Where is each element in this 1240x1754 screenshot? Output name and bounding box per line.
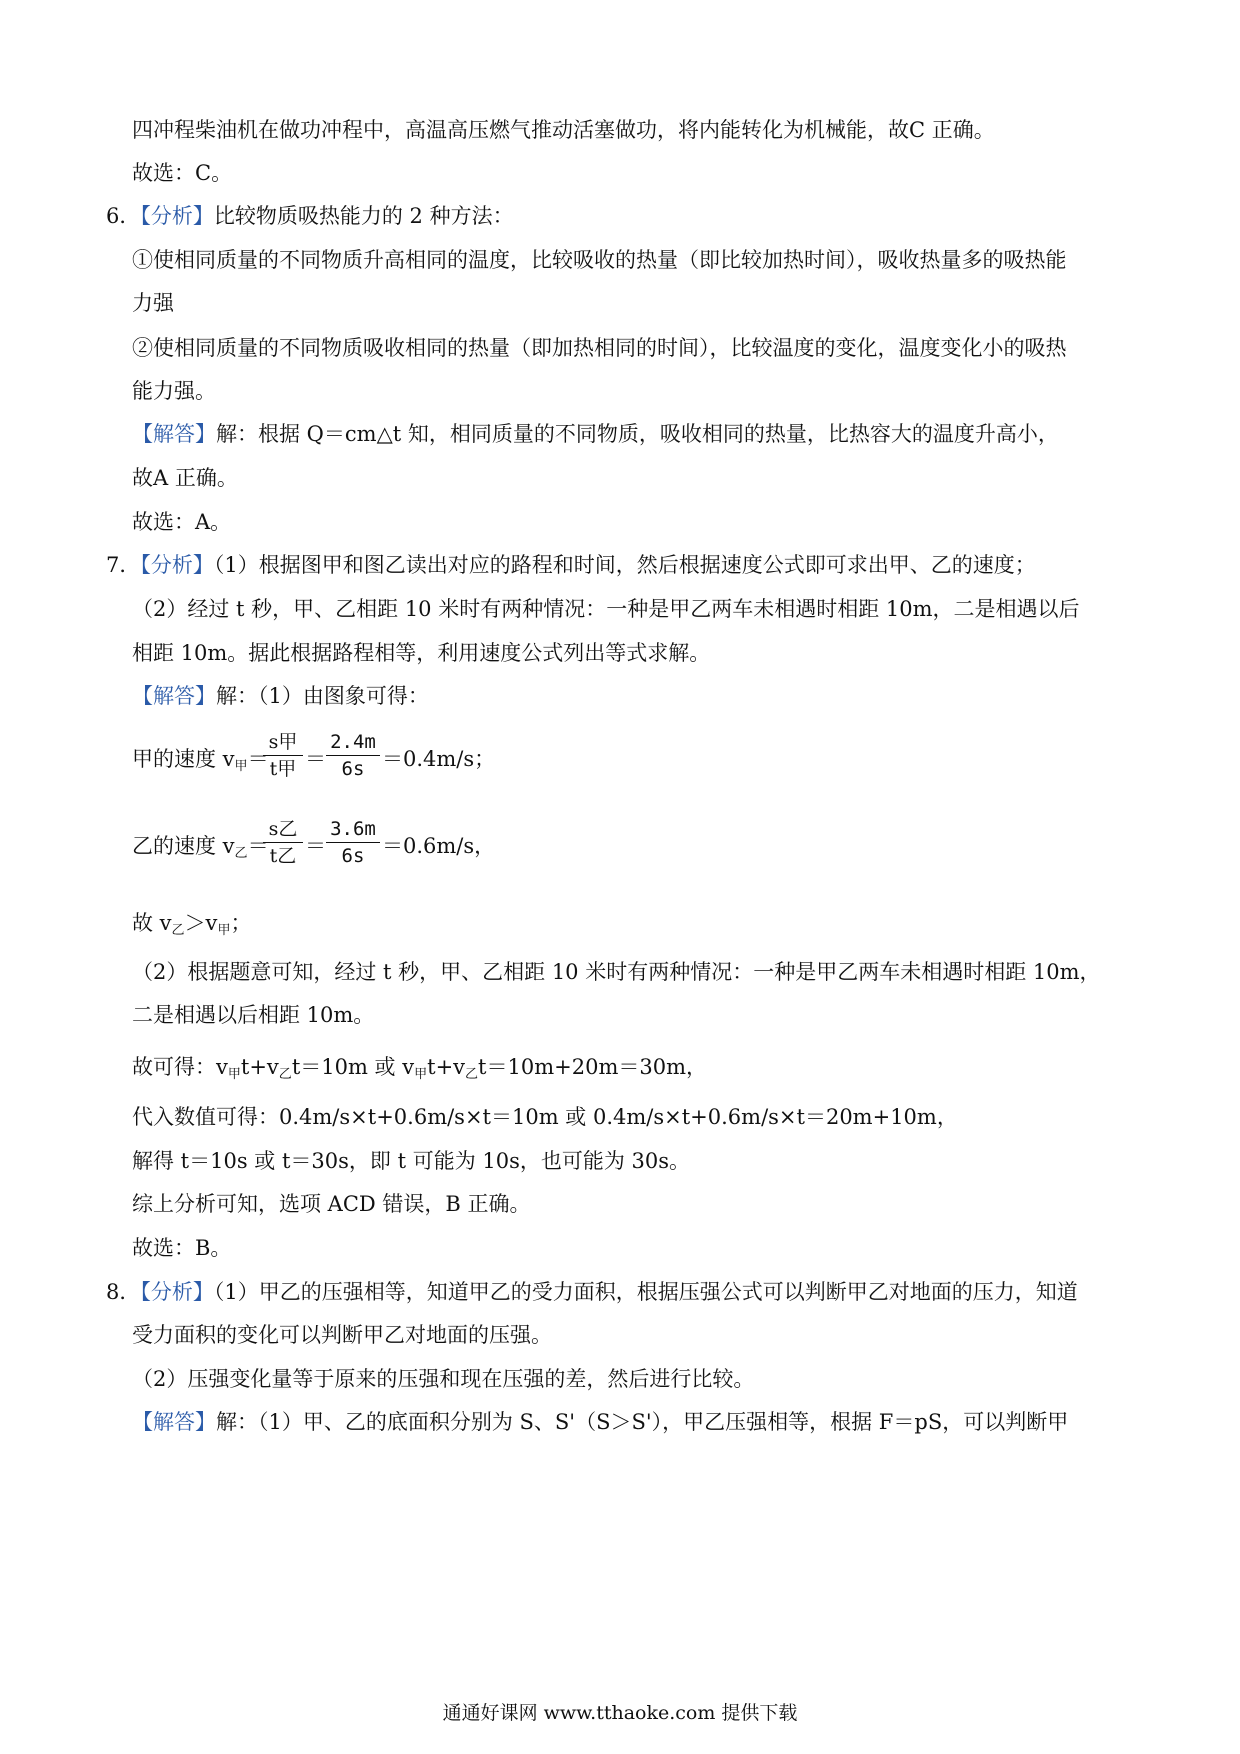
equals-sign: ＝ <box>305 747 326 771</box>
text: 故可得：v <box>132 1055 228 1079</box>
subscript: 乙 <box>278 1067 292 1082</box>
text-line: ②使相同质量的不同物质吸收相同的热量（即加热相同的时间），比较温度的变化，温度变化小的吸热 <box>132 336 1067 360</box>
text: ； <box>230 911 252 935</box>
text-line: 能力强。 <box>132 379 216 403</box>
answer-tag: 【解答】 <box>132 684 216 708</box>
text-line: 故选：C。 <box>132 161 233 185</box>
text-line: （2）经过 t 秒，甲、乙相距 10 米时有两种情况：一种是甲乙两车未相遇时相距 10m，二是相遇以后 <box>132 597 1080 621</box>
analysis-text: （1）甲乙的压强相等，知道甲乙的受力面积，根据压强公式可以判断甲乙对地面的压力，知道 <box>213 1280 1078 1304</box>
text-line: 故A 正确。 <box>132 466 238 490</box>
formula-label: 甲的速度 v <box>132 747 235 771</box>
question-8-analysis <box>106 1278 1078 1306</box>
fraction <box>263 816 303 869</box>
answer-tag: 【解答】 <box>132 422 216 446</box>
question-7-answer <box>132 682 429 710</box>
numerator: s甲 <box>268 731 298 753</box>
formula-result: ＝0.4m/s； <box>382 747 496 771</box>
text-line: 代入数值可得：0.4m/s×t+0.6m/s×t＝10m 或 0.4m/s×t+0.6m/s×t＝20m+10m， <box>132 1105 958 1129</box>
text-line: 故选：B。 <box>132 1236 232 1260</box>
analysis-text: （1）根据图甲和图乙读出对应的路程和时间，然后根据速度公式即可求出甲、乙的速度； <box>213 553 1036 577</box>
text-line: 故选：A。 <box>132 510 232 534</box>
denominator: 6s <box>341 845 365 867</box>
equals-sign: ＝ <box>247 747 269 771</box>
text: t＝10m 或 v <box>291 1055 415 1079</box>
text: t＝10m+20m＝30m， <box>478 1055 707 1079</box>
formula-label: 乙的速度 v <box>132 834 235 858</box>
text: t+v <box>427 1055 466 1079</box>
subscript: 甲 <box>414 1067 428 1082</box>
text-line: 综上分析可知，选项 ACD 错误，B 正确。 <box>132 1192 531 1216</box>
text: t+v <box>240 1055 279 1079</box>
speed-comparison <box>132 909 251 945</box>
question-6-analysis <box>106 202 514 230</box>
answer-tag: 【解答】 <box>132 1410 216 1434</box>
question-7-analysis <box>106 551 1036 579</box>
answer-text: 解：（1）甲、乙的底面积分别为 S、S'（S＞S'），甲乙压强相等，根据 F＝pS，可以判断甲 <box>216 1410 1069 1434</box>
analysis-text: 比较物质吸热能力的 2 种方法： <box>213 204 514 228</box>
text-line: 二是相遇以后相距 10m。 <box>132 1003 375 1027</box>
question-number: 8． <box>106 1280 141 1304</box>
question-8-answer <box>132 1408 1068 1436</box>
numerator: 2.4m <box>330 731 376 753</box>
denominator: 6s <box>341 758 365 780</box>
question-number: 7． <box>106 553 141 577</box>
numerator: 3.6m <box>330 818 376 840</box>
numerator: s乙 <box>268 818 298 840</box>
formula-result: ＝0.6m/s， <box>382 834 496 858</box>
text-line: 受力面积的变化可以判断甲乙对地面的压强。 <box>132 1323 552 1347</box>
subscript: 乙 <box>234 846 248 861</box>
denominator: t甲 <box>269 758 297 780</box>
subscript: 乙 <box>171 923 185 938</box>
text-line: ①使相同质量的不同物质升高相同的温度，比较吸收的热量（即比较加热时间），吸收热量多的吸热能 <box>132 248 1067 272</box>
text-line: 力强 <box>132 291 174 315</box>
fraction <box>326 729 380 782</box>
text-line: 相距 10m。据此根据路程相等，利用速度公式列出等式求解。 <box>132 641 711 665</box>
text-line: （2）根据题意可知，经过 t 秒，甲、乙相距 10 米时有两种情况：一种是甲乙两车未相遇时相距 10m， <box>132 960 1101 984</box>
denominator: t乙 <box>269 845 297 867</box>
analysis-tag: 【分析】 <box>140 1280 214 1304</box>
equals-sign: ＝ <box>305 834 326 858</box>
equals-sign: ＝ <box>247 834 269 858</box>
answer-text: 解：（1）由图象可得： <box>216 684 429 708</box>
text: 故 v <box>132 911 172 935</box>
question-number: 6． <box>106 204 141 228</box>
answer-text: 解：根据 Q＝cm△t 知，相同质量的不同物质，吸收相同的热量，比热容大的温度升高小， <box>216 422 1059 446</box>
text: ＞v <box>184 911 218 935</box>
equation-line <box>132 1053 707 1089</box>
text-line: 四冲程柴油机在做功冲程中，高温高压燃气推动活塞做功，将内能转化为机械能，故C 正确。 <box>132 118 995 142</box>
analysis-tag: 【分析】 <box>140 553 214 577</box>
subscript: 乙 <box>465 1067 479 1082</box>
text-line: 解得 t＝10s 或 t＝30s，即 t 可能为 10s，也可能为 30s。 <box>132 1149 691 1173</box>
page-footer: 通通好课网 www.tthaoke.com 提供下载 <box>442 1702 798 1724</box>
fraction <box>263 729 303 782</box>
subscript: 甲 <box>227 1067 241 1082</box>
question-6-answer <box>132 420 1059 448</box>
fraction <box>326 816 380 869</box>
subscript: 甲 <box>234 759 248 774</box>
text-line: （2）压强变化量等于原来的压强和现在压强的差，然后进行比较。 <box>132 1367 755 1391</box>
subscript: 甲 <box>217 923 231 938</box>
analysis-tag: 【分析】 <box>140 204 214 228</box>
